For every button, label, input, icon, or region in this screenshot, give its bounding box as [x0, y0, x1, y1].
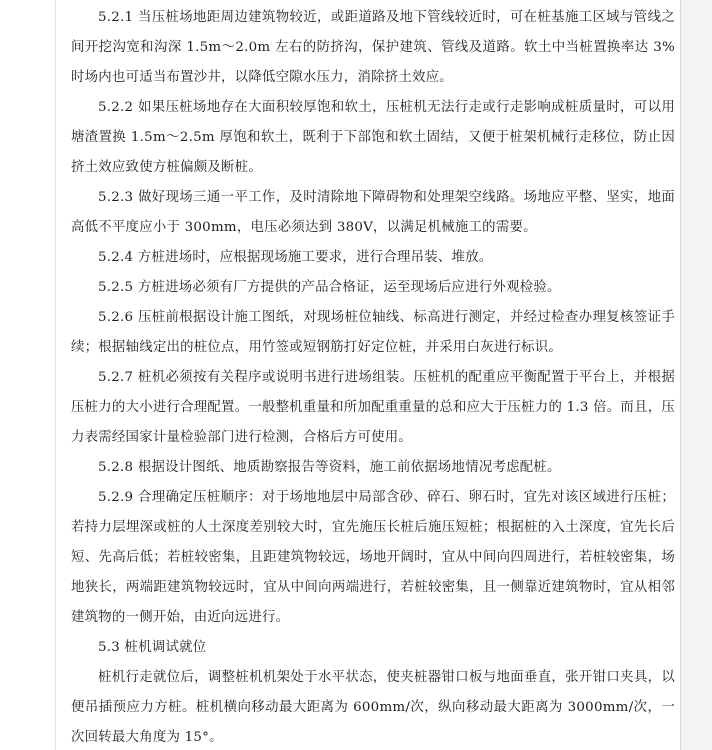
paragraph-5-2-5: 5.2.5 方桩进场必须有厂方提供的产品合格证，运至现场后应进行外观检验。 — [98, 280, 561, 295]
document-body — [71, 3, 675, 750]
paragraph-5-2-1: 5.2.1 当压桩场地距周边建筑物较近，或距道路及地下管线较近时，可在桩基施工区域与管线之间开挖沟宽和沟深 1.5m～2.0m 左右的防挤沟，保护建筑、管线及道路。软土中当桩置换率达 3%时场内也可适当布置沙井，以降低空隙水压力，消除挤土效应。 — [71, 10, 675, 85]
paragraph-5-2-2: 5.2.2 如果压桩场地存在大面积较厚饱和软土，压桩机无法行走或行走影响成桩质量时，可以用塘渣置换 1.5m～2.5m 厚饱和软土，既利于下部饱和软土固结，又便于桩架机械行走移位，防止因挤土效应致使方桩偏颇及断桩。 — [71, 100, 675, 175]
paragraph-5-2-7: 5.2.7 桩机必须按有关程序或说明书进行进场组装。压桩机的配重应平衡配置于平台上，并根据压桩力的大小进行合理配置。一般整机重量和所加配重重量的总和应大于压桩力的 1.3 倍。而且，压力表需经国家计量检验部门进行检测，合格后方可使用。 — [71, 370, 675, 445]
paragraph-5-2-8: 5.2.8 根据设计图纸、地质勘察报告等资料，施工前依据场地情况考虑配桩。 — [98, 460, 561, 475]
paragraph-5-2-3: 5.2.3 做好现场三通一平工作，及时清除地下障碍物和处理架空线路。场地应平整、坚实，地面高低不平度应小于 300mm，电压必须达到 380V，以满足机械施工的需要。 — [71, 190, 675, 235]
section-heading-5-3: 5.3 桩机调试就位 — [98, 640, 207, 655]
viewer-gutter — [681, 0, 712, 750]
paragraph-5-2-4: 5.2.4 方桩进场时，应根据现场施工要求，进行合理吊装、堆放。 — [98, 250, 493, 265]
paragraph-5-3-body: 桩机行走就位后，调整桩机机架处于水平状态，使夹桩器钳口板与地面垂直，张开钳口夹具，以便吊插预应力方桩。桩机横向移动最大距离为 600mm/次，纵向移动最大距离为 3000mm/次，一次回转最大角度为 15°。 — [71, 670, 675, 745]
paragraph-5-2-6: 5.2.6 压桩前根据设计施工图纸，对现场桩位轴线、标高进行测定，并经过检查办理复核签证手续；根据轴线定出的桩位点，用竹签或短钢筋打好定位桩，并采用白灰进行标识。 — [71, 310, 675, 355]
paragraph-5-2-9: 5.2.9 合理确定压桩顺序：对于场地地层中局部含砂、碎石、卵石时，宜先对该区域进行压桩；若持力层埋深或桩的人土深度差别较大时，宜先施压长桩后施压短桩；根据桩的入土深度，宜先长后短、先高后低；若桩较密集，且距建筑物较远，场地开阔时，宜从中间向四周进行，若桩较密集，场地狭长，两端距建筑物较远时，宜从中间向两端进行，若桩较密集，且一侧靠近建筑物时，宜从相邻建筑物的一侧开始，由近向远进行。 — [71, 490, 675, 625]
left-margin-rule — [55, 0, 56, 750]
